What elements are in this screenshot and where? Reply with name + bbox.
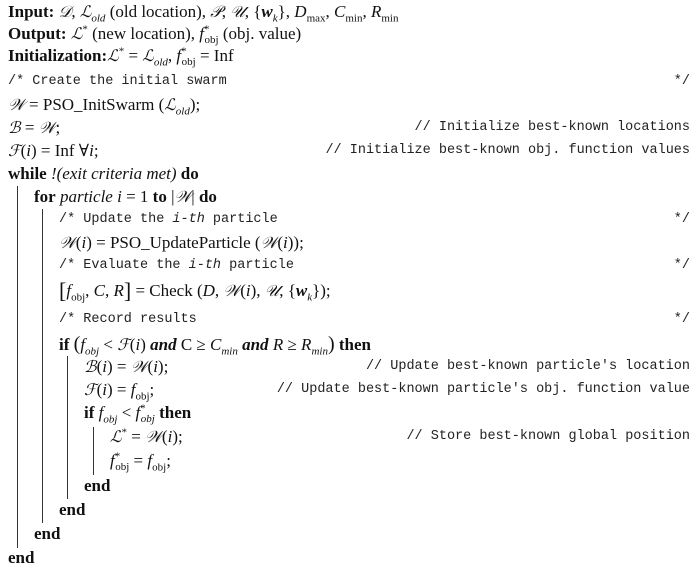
if-global-line: if $f_{obj} < f^*_{obj}$ then <box>84 402 192 426</box>
for-block-bar <box>42 209 43 523</box>
input-line: Input: 𝒟, ℒ$_{old}$ (old location), 𝒫, 𝒰, $\{w_k\}$, $D_{max}$, $C_{min}$, $R_{min}$ <box>8 2 399 25</box>
init-label: Initialization: <box>8 46 108 65</box>
update-particle-line: 𝒲(i) = PSO_UpdateParticle (𝒲(i)); <box>59 233 304 252</box>
check-line: [$f_{obj}$, C, R] = Check (D, 𝒲(i), 𝒰, $\{w_k\}$); <box>59 278 331 304</box>
input-label: Input: <box>8 2 55 21</box>
comment-create-swarm: /* Create the initial swarm */ <box>8 74 690 89</box>
fitness-init-line: ℱ(i) = Inf ∀i; // Initialize best-known obj. function values <box>8 141 690 160</box>
comment-record-results: /* Record results */ <box>59 312 690 327</box>
end-for: end <box>34 524 61 543</box>
store-global-position-line: ℒ* = 𝒲(i); // Store best-known global position <box>110 426 690 446</box>
if-block-bar <box>67 356 68 499</box>
for-line: for particle i = 1 to |𝒲| do <box>34 187 217 206</box>
end-outer-if: end <box>59 500 86 519</box>
end-while: end <box>8 548 35 567</box>
init-swarm-line: 𝒲 = PSO_InitSwarm (ℒ$_{old}$); <box>8 95 201 118</box>
update-best-location-line: ℬ(i) = 𝒲(i); // Update best-known particle's location <box>84 357 690 376</box>
update-best-fitness-line: ℱ(i) = $f_{obj}$; // Update best-known particle's obj. function value <box>84 380 690 403</box>
store-global-value-line: $f^*_{obj} = f_{obj}$; <box>110 450 171 474</box>
comment-evaluate-particle: /* Evaluate the i-th particle */ <box>59 258 690 273</box>
end-inner-if: end <box>84 476 111 495</box>
output-label: Output: <box>8 24 67 43</box>
while-line: while !(exit criteria met) do <box>8 164 199 183</box>
initialization-line: Initialization:ℒ* = ℒ$_{old}$, $f^*_{obj}$ = Inf <box>8 45 234 69</box>
if-condition-line: if ($f_{obj}$ < ℱ(i) and $C \ge C_{min}$ and $R \ge R_{min}$) then <box>59 333 371 358</box>
output-line: Output: ℒ* (new location), $f^*_{obj}$ (obj. value) <box>8 23 302 47</box>
comment-update-particle: /* Update the i-th particle */ <box>59 212 690 227</box>
inner-if-block-bar <box>93 427 94 475</box>
while-block-bar <box>17 186 18 548</box>
best-init-line: ℬ = 𝒲; // Initialize best-known locations <box>8 118 690 137</box>
